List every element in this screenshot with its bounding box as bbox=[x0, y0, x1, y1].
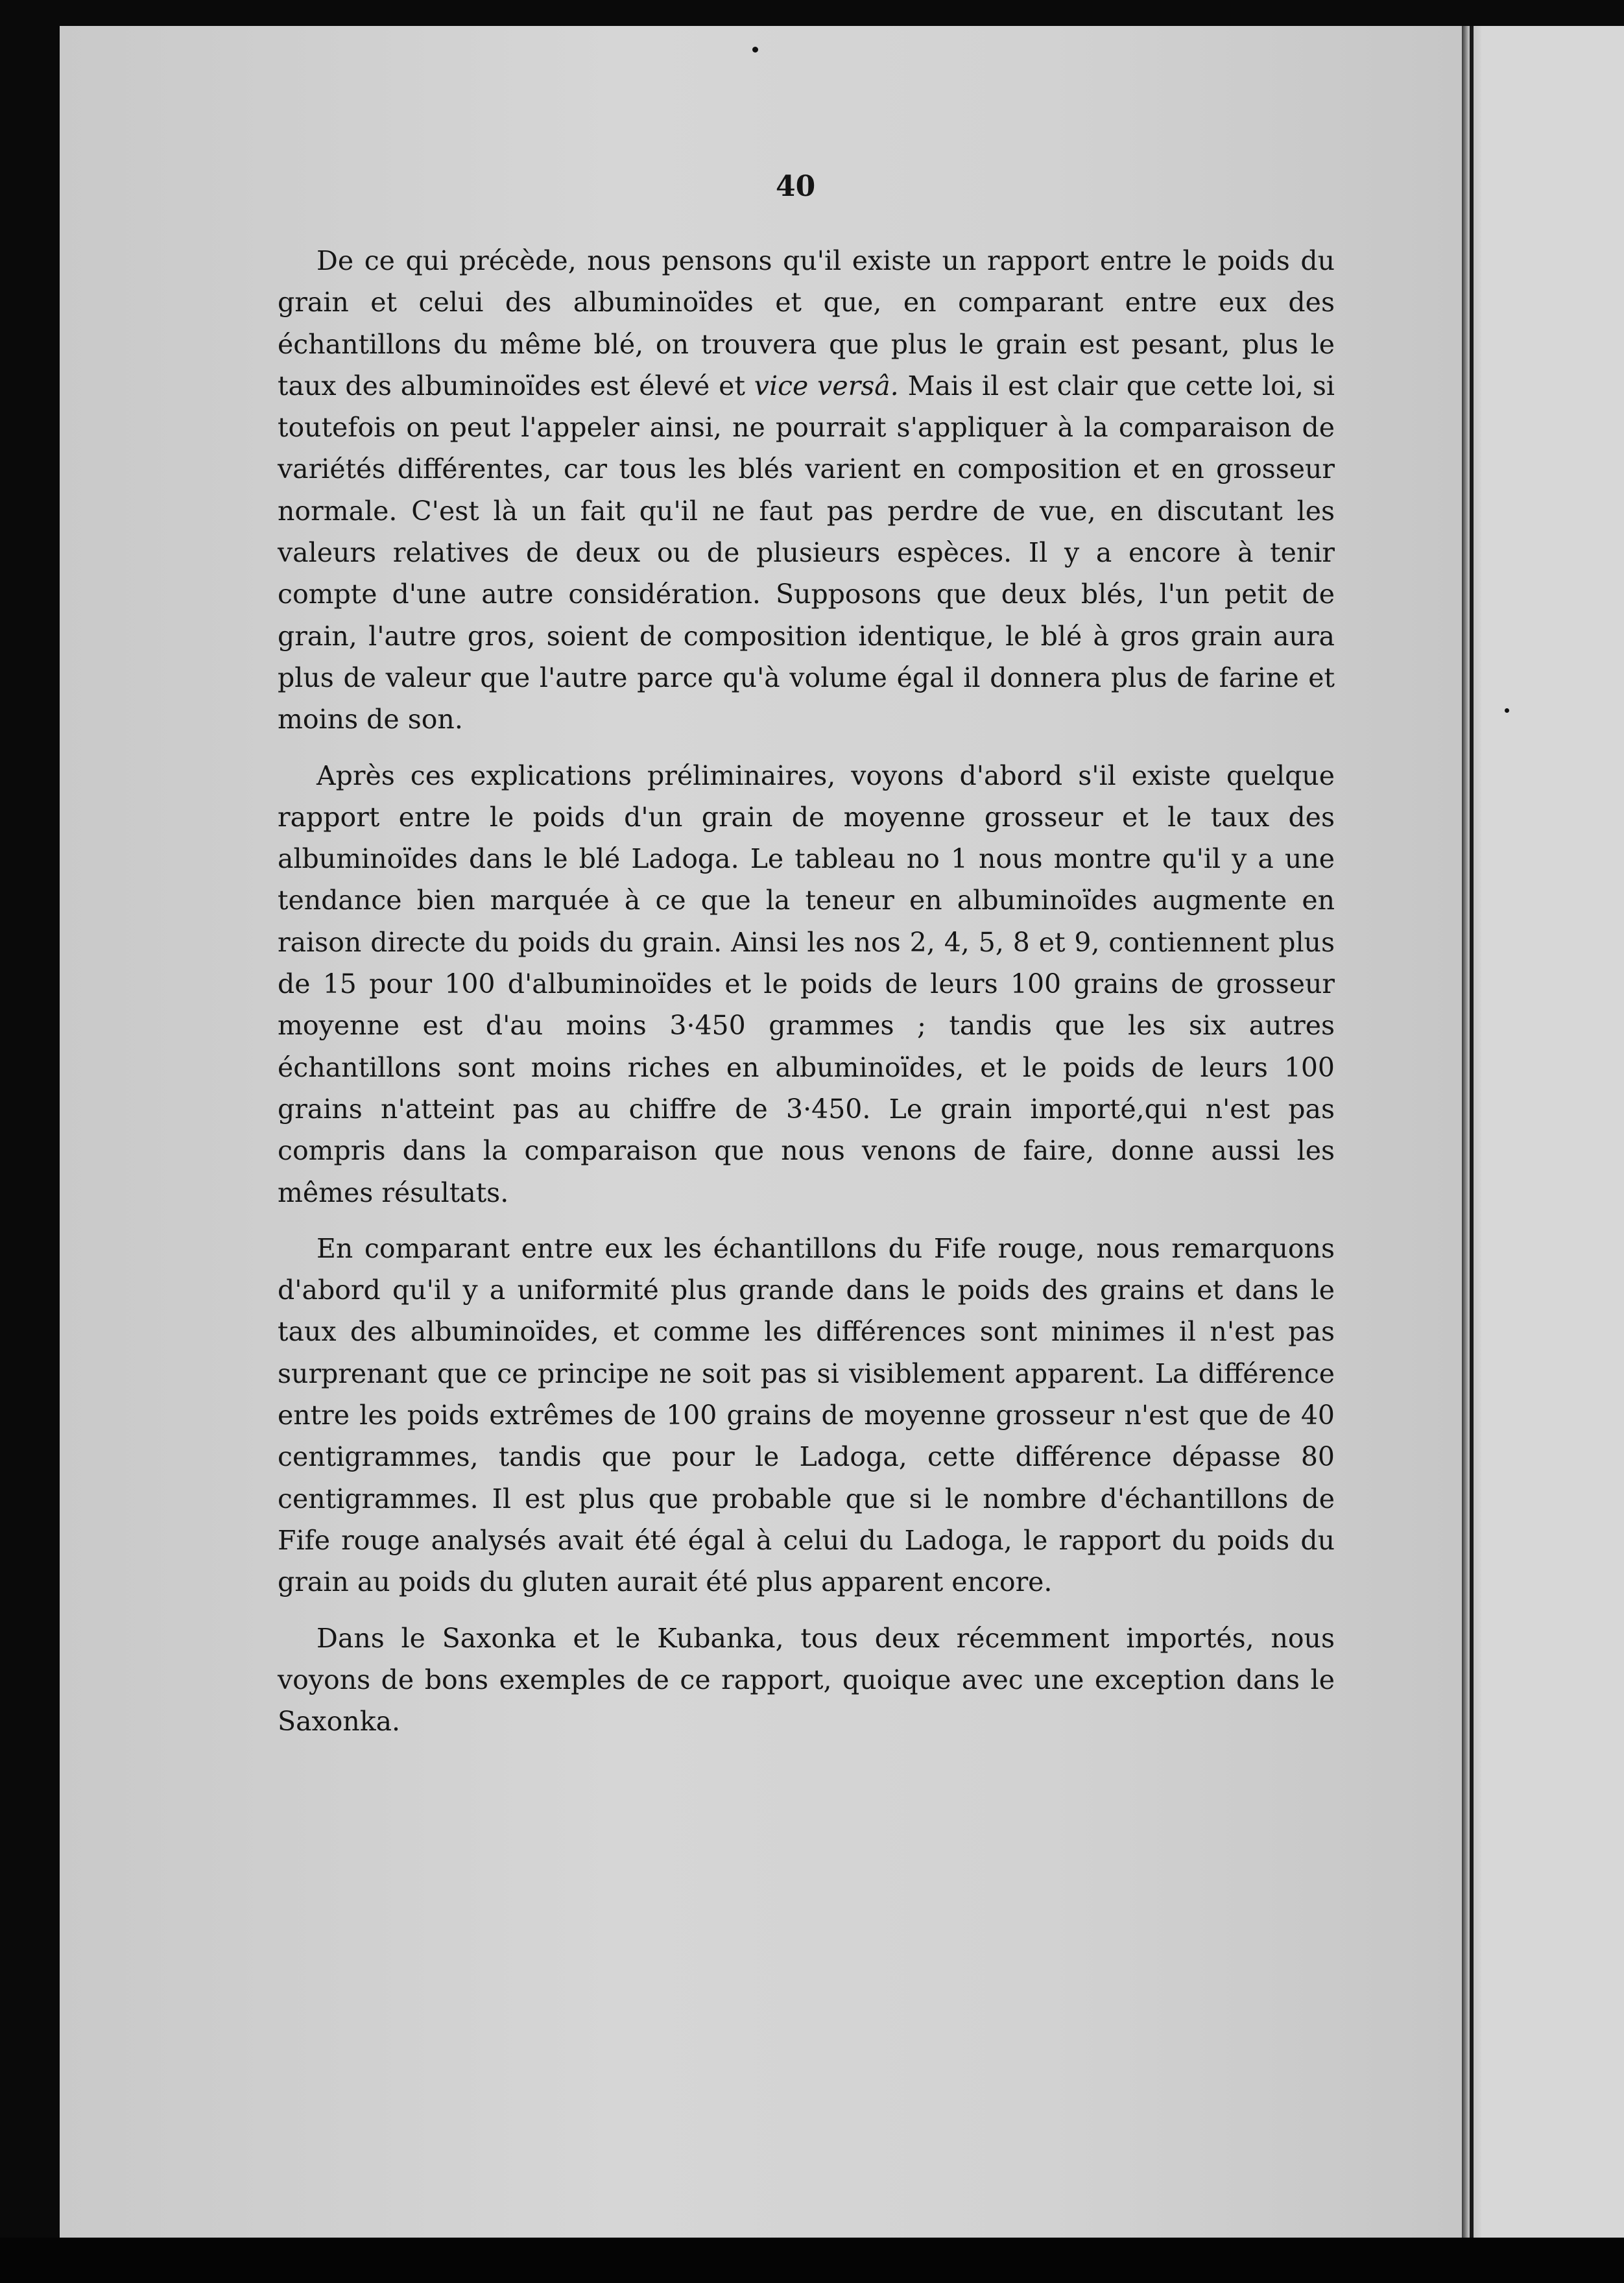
paragraph-1-emphasis: vice versâ. bbox=[754, 370, 899, 401]
scan-speck bbox=[1505, 708, 1509, 713]
paragraph-1-text-start: De ce qui précède, nous pensons qu'il existe un rapport entre le poids du grain et celui des albuminoïdes et que, en comparant entre eux des échantillons du même blé, on trouvera que plus le grain est pesant, plus le taux des albuminoïdes est élevé et bbox=[278, 245, 1335, 401]
scan-speck bbox=[752, 47, 758, 53]
paragraph-4: Dans le Saxonka et le Kubanka, tous deux récemment importés, nous voyons de bons exemples de ce rapport, quoique avec une exception dans le Saxonka. bbox=[278, 1622, 1335, 1738]
paragraph-1 bbox=[278, 240, 1335, 741]
paragraph-2: Après ces explications préliminaires, voyons d'abord s'il existe quelque rapport entre le poids d'un grain de moyenne grosseur et le taux des albuminoïdes dans le blé Ladoga. Le tableau no 1 nous montre qu'il y a une tendance bien marquée à ce que la teneur en albuminoïdes augmente en raison directe du poids du grain. Ainsi les nos 2, 4, 5, 8 et 9, contiennent plus de 15 pour 100 d'albuminoïdes et le poids de leurs 100 grains de grosseur moyenne est d'au moins 3·450 grammes ; tandis que les six autres échantillons sont moins riches en albuminoïdes, et le poids de leurs 100 grains n'atteint pas au chiffre de 3·450. Le grain importé,qui n'est pas compris dans la comparaison que nous venons de faire, donne aussi les mêmes résultats. bbox=[278, 759, 1335, 1208]
paragraph-1-text-end: Mais il est clair que cette loi, si toutefois on peut l'appeler ainsi, ne pourrait s'appliquer à la comparaison de variétés différentes, car tous les blés varient en composition et en grosseur normale. C'est là un fait qu'il ne faut pas perdre de vue, en discutant les valeurs relatives de deux ou de plusieurs espèces. Il y a encore à tenir compte d'une autre considération. Supposons que deux blés, l'un petit de grain, l'autre gros, soient de composition identique, le blé à gros grain aura plus de valeur que l'autre parce qu'à volume égal il donnera plus de farine et moins de son. bbox=[278, 370, 1335, 735]
page-edge-line bbox=[1470, 26, 1474, 2238]
paragraph-3: En comparant entre eux les échantillons du Fife rouge, nous remarquons d'abord qu'il y a uniformité plus grande dans le poids des grains et dans le taux des albuminoïdes, et comme les différences sont minimes il n'est pas surprenant que ce principe ne soit pas si visiblement apparent. La différence entre les poids extrêmes de 100 grains de moyenne grosseur n'est que de 40 centigrammes, tandis que pour le Ladoga, cette différence dépasse 80 centigrammes. Il est plus que probable que si le nombre d'échantillons de Fife rouge analysés avait été égal à celui du Ladoga, le rapport du poids du grain au poids du gluten aurait été plus apparent encore. bbox=[278, 1232, 1335, 1598]
page-number: 40 bbox=[776, 170, 816, 203]
adjacent-page-margin bbox=[1481, 26, 1624, 2238]
scan-border-bottom bbox=[0, 2238, 1624, 2283]
document-body bbox=[278, 240, 1335, 1756]
